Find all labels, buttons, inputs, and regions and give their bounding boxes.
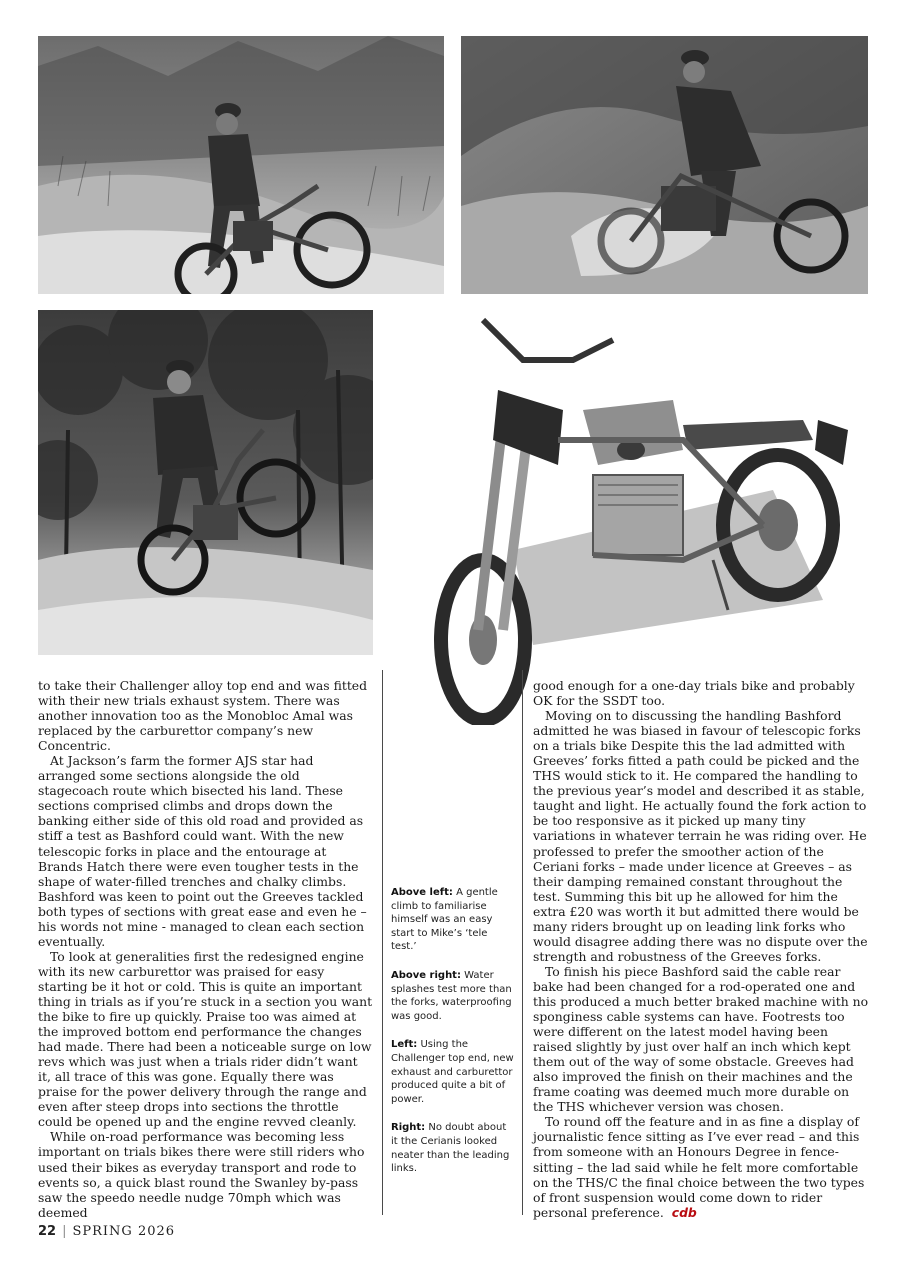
caption-label: Right: [391, 1122, 426, 1134]
caption-left [391, 1038, 515, 1106]
paragraph: good enough for a one-day trials bike and probably OK for the SSDT too. [533, 678, 855, 709]
caption-text: No doubt about it the Cerianis looked neater than the leading links. [391, 1122, 510, 1175]
caption-column [391, 886, 515, 1191]
caption-label: Above right: [391, 969, 461, 981]
paragraph: to take their Challenger alloy top end and was fitted with their new trials exhaust system. There was another innovation too as the Monobloc Amal was replaced by the carburettor company’s new Concentric. [38, 678, 368, 754]
caption-above-left [391, 886, 515, 954]
paragraph: Moving on to discussing the handling Bashford admitted he was biased in favour of telescopic forks on a trials bike Despite this the lad admitted with Greeves’ forks fitted a path could be picked and the THS would stick to it. He compared the handling to the previous year’s model and described it as stable, taught and light. He actually found the fork action to be too responsive as it picked up many tiny variations in whatever terrain he was riding over. He professed to prefer the smoother action of the Ceriani forks – made under licence at Greeves – as their damping remained constant throughout the test. Summing this bit up he allowed for him the extra £20 was worth it but admitted there would be many riders brought up on leading link forks who would disagree adding there was no dispute over the strength and robustness of the Greeves forks. [533, 708, 868, 964]
caption-text: A gentle climb to familiarise himself was an easy start to Mike’s ‘tele test.’ [391, 887, 498, 953]
paragraph-text: To round off the feature and in as fine a display of journalistic fence sitting as I’ve ever read – and this from someone with an Honours Degree in fence-sitting – the lad said while he felt more comfortable on the THS/C the final choice between the two types of front suspension would come down to rider personal preference. [533, 1114, 865, 1220]
caption-text: Water splashes test more than the forks, waterproofing was good. [391, 969, 512, 1022]
photo-above-left [38, 36, 444, 294]
column-divider-right [522, 670, 523, 1215]
photo-above-right [461, 36, 868, 294]
paragraph: To look at generalities first the redesigned engine with its new carburettor was praised for easy starting be it hot or cold. This is quite an important thing in trials as if you’re stuck in a section you want the bike to fire up quickly. Praise too was aimed at the improved bottom end performance the changes had made. There had been a noticeable surge on low revs which was just when a trials rider didn’t want it, all trace of this was gone. Equally there was praise for the power delivery through the range and even after steep drops into sections the throttle could be opened up and the engine revved cleanly. [38, 948, 373, 1130]
caption-label: Left: [391, 1039, 418, 1051]
photo-left [38, 310, 373, 655]
page-number: 22 [38, 1224, 57, 1239]
paragraph: At Jackson’s farm the former AJS star had arranged some sections alongside the old stagecoach route which bisected his land. These sections comprised climbs and drops down the banking either side of this old road and provided as stiff a test as Bashford could want. With the new telescopic forks in place and the entourage at Brands Hatch there were even tougher tests in the shape of water-filled trenches and chalky climbs. Bashford was keen to point out the Greeves tackled both types of sections with great ease and even he – his words not mine - managed to clean each section eventually. [38, 753, 367, 949]
paragraph: While on-road performance was becoming less important on trials bikes there were still riders who used their bikes as everyday transport and rode to events so, a quick blast round the Swanley by-pass saw the speedo needle nudge 70mph which was deemed [38, 1129, 365, 1220]
article-column-left [38, 678, 374, 1220]
issue-label: SPRING 2026 [72, 1224, 176, 1239]
paragraph: To finish his piece Bashford said the cable rear bake had been changed for a rod-operated one and this produced a much better braked machine with no sponginess cable systems can have. Footrests too were different on the latest model having been raised slightly by just over half an inch which kept them out of the way of some obstacle. Greeves had also improved the finish on their machines and the frame coating was deemed much more durable on the THS whichever version was chosen. [533, 963, 869, 1115]
column-divider-left [382, 670, 383, 1215]
author-signoff: cdb [671, 1204, 697, 1220]
caption-text: Using the Challenger top end, new exhaust and carburettor produced quite a bit of power. [391, 1039, 514, 1105]
article-column-right [533, 678, 869, 1220]
photo-right-motorcycle [383, 300, 868, 725]
caption-label: Above left: [391, 887, 453, 898]
caption-right [391, 1121, 515, 1175]
footer-separator: | [62, 1224, 67, 1239]
paragraph-final [533, 1114, 869, 1219]
page-footer [38, 1224, 175, 1239]
caption-above-right [391, 969, 515, 1023]
